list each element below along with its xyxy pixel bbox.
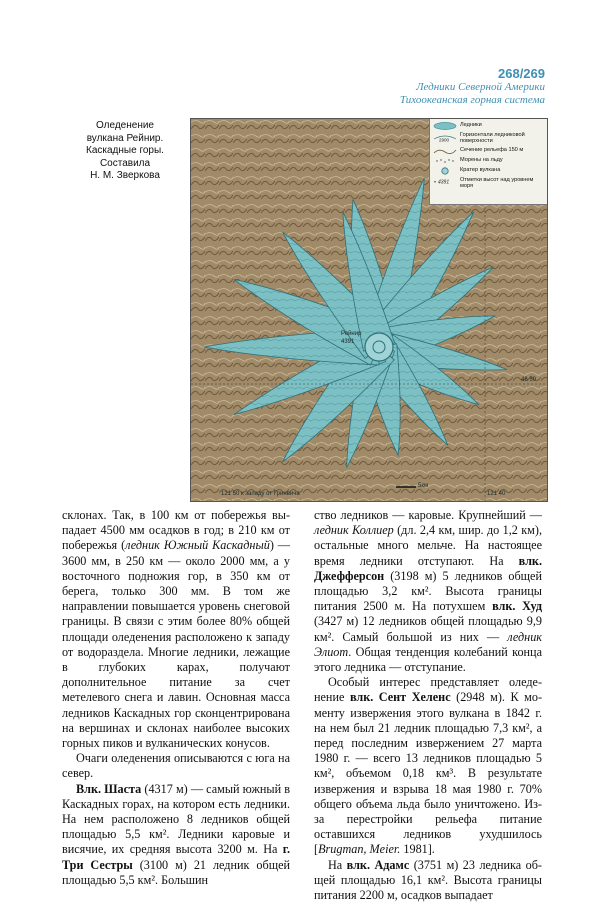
text-column-right [314, 508, 542, 903]
text-run: влк. Адамс [346, 857, 410, 872]
paragraph [314, 675, 542, 857]
text-run: ледник Элиот [314, 629, 542, 659]
section-title: Ледники Северной Америки [416, 81, 545, 93]
legend-item [433, 122, 544, 130]
map-legend [429, 119, 547, 205]
text-run: (3198 м) 5 ледников общей площадью 3,2 км². Высота границы питания 2500 м. На потухшем [314, 568, 542, 614]
legend-item [433, 177, 544, 190]
page-numbers: 268/269 [498, 66, 545, 81]
summit-elevation: 4391 [341, 339, 355, 345]
caption-line: вулкана Рейнир. [86, 132, 164, 144]
paragraph [62, 782, 290, 888]
legend-item [433, 167, 544, 175]
legend-label: Отметки высот над уровнем моря [460, 176, 534, 190]
text-run: Влк. Шаста [76, 781, 142, 796]
text-run: (дл. 2,4 км, шир. до 1,2 км), остальные много мельче. На настоящее время ледники отступают. На [314, 523, 542, 568]
paragraph [314, 508, 542, 675]
crater-ring-icon [433, 167, 457, 175]
text-run: влк. Сент Хеленс [349, 690, 451, 705]
longitude-label-right: 121 40 [487, 491, 506, 497]
caption-line: Оледенение [96, 120, 154, 131]
legend-label: Ледники [460, 122, 482, 128]
text-run: ледник Южный Каскадный [125, 538, 270, 553]
summit-name: Рейнир [341, 331, 362, 337]
text-run: Brugman, Meier. [318, 842, 401, 857]
legend-label: Кратер вулкана [460, 166, 501, 173]
scale-label: 5км [418, 483, 429, 489]
contour-line-icon [433, 132, 457, 140]
text-run: 1981]. [400, 842, 435, 857]
text-run: Очаги оледенения описываются с юга на север. [62, 751, 290, 781]
latitude-label: 46 50 [521, 377, 537, 383]
legend-label: Горизонтали ледниковой поверхности [460, 132, 525, 145]
legend-label: Морены на льду [460, 156, 503, 163]
glacier-map [190, 118, 548, 502]
svg-text:•: • [434, 179, 436, 185]
crater-ring [365, 333, 393, 361]
map-caption [70, 120, 180, 183]
text-run: (3427 м) 12 ледников общей площадью 9,9 км². Самый большой из них — [314, 614, 542, 644]
caption-line: Составила [99, 157, 151, 169]
text-run: Особый интерес представляет оледенение [314, 675, 542, 705]
legend-label: Сечение рельефа 150 м [460, 146, 524, 153]
caption-line: Каскадные горы. [86, 145, 164, 156]
text-column-left [62, 508, 290, 888]
paragraph [314, 858, 542, 904]
text-run: влк. Джефферсон [314, 553, 542, 583]
moraine-dots-icon [433, 157, 457, 165]
svg-text:4391: 4391 [438, 179, 450, 185]
longitude-label: 121 50 к западу от Гринвича [221, 491, 300, 497]
text-run: На [328, 857, 347, 872]
legend-item [433, 132, 544, 145]
article-body [62, 508, 546, 908]
legend-item [433, 157, 544, 165]
text-run: влк. Худ [492, 599, 542, 614]
glacier-swatch-icon [433, 122, 457, 130]
text-run: г. Три Сестры [62, 842, 290, 872]
text-run: (3100 м) 21 ледник общей площадью 5,5 км². Большин [62, 857, 291, 887]
paragraph [62, 751, 290, 781]
text-run: (2948 м). К моменту извержения этого вулкана в 1842 г. на нем был 21 ледник площадью 7,3 км², а перед последним извержением 27 марта 1980 г. — всего 13 ледников площадью 5 км², объемом 0,18 км³. В результате извержения и взрыва 18 мая 1980 г. 70% общего объема льда было уничтожено. Из-за перестройки рельефа питание оставшихся ледников ухудшилось [ [314, 690, 543, 857]
text-run: (4317 м) — самый южный в Каскадных горах, на котором есть ледники. На нем расположено 8 ледников общей площадью 5,5 км². Ледники каровые и висячие, их средняя высота 3200 м. На [62, 781, 290, 857]
elevation-mark-icon [433, 177, 457, 185]
paragraph [62, 508, 290, 751]
text-run: . Общая тенденция колебаний конца этого ледника — отступание. [314, 644, 542, 675]
relief-section-icon [433, 147, 457, 155]
text-run: ство ледников — каровые. Крупнейший — [314, 508, 542, 522]
text-run: ледник Коллиер [314, 523, 394, 538]
legend-item [433, 147, 544, 155]
text-run: склонах. Так, в 100 км от побережья выпадает 4500 мм осадков в год; в 210 км от побережья ( [62, 508, 290, 553]
page-header [400, 66, 545, 107]
text-run: ) — 3600 мм, в 250 км — около 2000 мм, а у восточного подножия гор, в 350 км от берега, только 300 мм. В том же направлении повышается уровень снеговой границы. В связи с этим более 80% общей площади оледенения расположено к западу от водораздела. Многие ледники, лежащие в глубоких карах, получают дополнительное питание за счет метелевого снега и лавин. Основная масса ледников Каскадных гор сконцентрирована на вершинах и склонах наиболее высоких горных пиков и вулканических конусов. [62, 538, 290, 751]
subsection-title: Тихоокеанская горная система [399, 94, 545, 106]
text-run: (3751 м) 23 ледника общей площадью 16,1 км². Высота границы питания 2200 м, осадков выпадает [314, 857, 542, 903]
svg-text:2900: 2900 [439, 137, 450, 142]
caption-line: Н. М. Зверкова [90, 170, 160, 181]
